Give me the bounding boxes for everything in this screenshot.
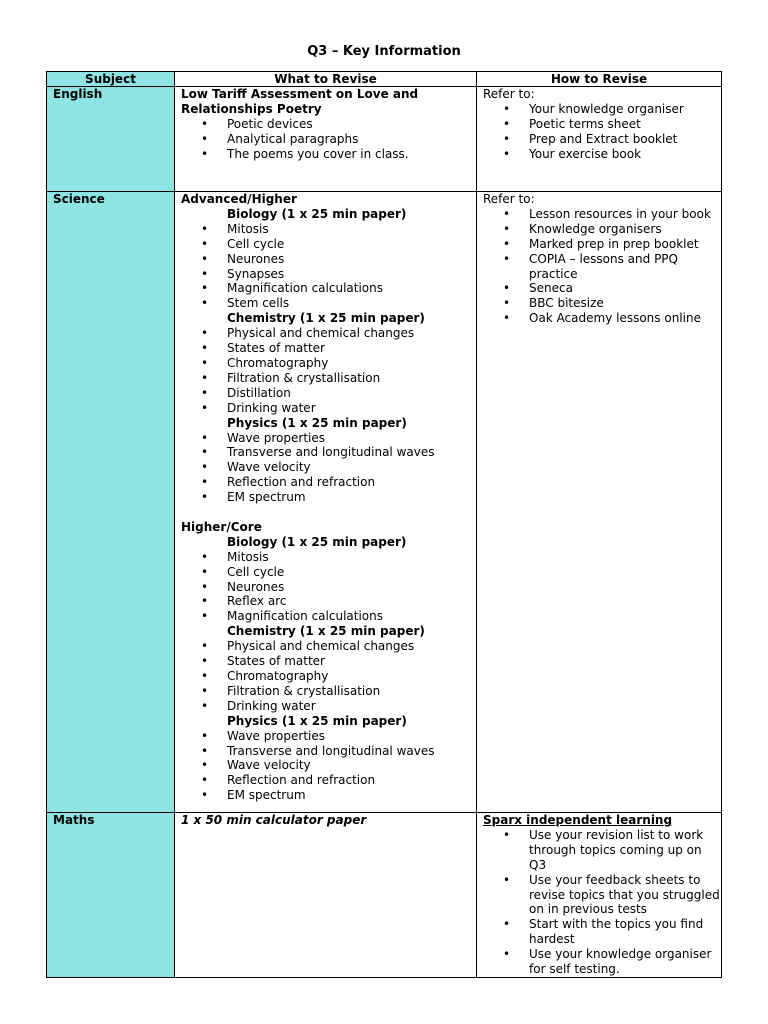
science-core-biology-list — [181, 550, 476, 625]
list-item: • Use your feedback sheets to revise topics that you struggled on in previous tests — [483, 873, 721, 918]
subject-science: Science — [47, 192, 175, 813]
subject-maths: Maths — [47, 813, 175, 978]
science-core-physics-list — [181, 729, 476, 804]
science-adv-physics-list — [181, 431, 476, 506]
science-adv-biology: Biology (1 x 25 min paper) — [227, 206, 407, 221]
list-item: • Your exercise book — [483, 147, 721, 162]
list-item: • Transverse and longitudinal waves — [181, 445, 476, 460]
list-item: • Neurones — [181, 580, 476, 595]
science-adv-biology-list — [181, 222, 476, 311]
list-item: • Oak Academy lessons online — [483, 311, 721, 326]
list-item: • Synapses — [181, 267, 476, 282]
list-item: • Prep and Extract booklet — [483, 132, 721, 147]
english-heading-line2: Relationships Poetry — [181, 101, 322, 116]
science-refer-to: Refer to: — [483, 192, 535, 206]
list-item: • Use your revision list to work through topics coming up on Q3 — [483, 828, 721, 873]
english-heading-line1: Low Tariff Assessment on Love and — [181, 87, 419, 101]
list-item: • Poetic terms sheet — [483, 117, 721, 132]
list-item: • Chromatography — [181, 669, 476, 684]
list-item: • Cell cycle — [181, 237, 476, 252]
english-what-list — [181, 117, 476, 162]
list-item: • Transverse and longitudinal waves — [181, 744, 476, 759]
list-item: • Analytical paragraphs — [181, 132, 476, 147]
list-item: • Your knowledge organiser — [483, 102, 721, 117]
list-item: • Wave properties — [181, 729, 476, 744]
science-adv-chemistry-list — [181, 326, 476, 415]
list-item: • Drinking water — [181, 401, 476, 416]
list-item: • Cell cycle — [181, 565, 476, 580]
list-item: • The poems you cover in class. — [181, 147, 476, 162]
science-how-list — [483, 207, 721, 326]
list-item: • Mitosis — [181, 222, 476, 237]
science-core-chemistry-list — [181, 639, 476, 714]
english-how — [477, 87, 722, 192]
science-core-biology: Biology (1 x 25 min paper) — [227, 534, 407, 549]
science-how — [477, 192, 722, 813]
science-adv-chemistry: Chemistry (1 x 25 min paper) — [227, 311, 425, 326]
science-what — [175, 192, 477, 813]
list-item: • Wave properties — [181, 431, 476, 446]
list-item: • COPIA – lessons and PPQ practice — [483, 252, 721, 282]
list-item: • Knowledge organisers — [483, 222, 721, 237]
list-item: • EM spectrum — [181, 490, 476, 505]
maths-how — [477, 813, 722, 978]
list-item: • Distillation — [181, 386, 476, 401]
list-item: • Drinking water — [181, 699, 476, 714]
list-item: • Mitosis — [181, 550, 476, 565]
maths-how-list — [483, 828, 721, 977]
list-item: • Use your knowledge organiser for self testing. — [483, 947, 721, 977]
list-item: • States of matter — [181, 654, 476, 669]
maths-row — [47, 813, 722, 978]
list-item: • States of matter — [181, 341, 476, 356]
science-core-physics: Physics (1 x 25 min paper) — [227, 713, 407, 728]
list-item: • Reflection and refraction — [181, 773, 476, 788]
science-adv-physics: Physics (1 x 25 min paper) — [227, 415, 407, 430]
list-item: • EM spectrum — [181, 788, 476, 803]
list-item: • Magnification calculations — [181, 609, 476, 624]
list-item: • Start with the topics you find hardest — [483, 917, 721, 947]
spacer — [181, 505, 476, 520]
english-row — [47, 87, 722, 192]
list-item: • Wave velocity — [181, 460, 476, 475]
english-how-list — [483, 102, 721, 162]
list-item: • Chromatography — [181, 356, 476, 371]
maths-sparx-heading: Sparx independent learning — [483, 813, 673, 827]
list-item: • Neurones — [181, 252, 476, 267]
list-item: • Filtration & crystallisation — [181, 371, 476, 386]
revision-table — [46, 71, 722, 978]
header-what: What to Revise — [175, 72, 477, 87]
list-item: • Poetic devices — [181, 117, 476, 132]
science-core-heading: Higher/Core — [181, 519, 262, 534]
header-subject: Subject — [47, 72, 175, 87]
science-core-chemistry: Chemistry (1 x 25 min paper) — [227, 624, 425, 639]
list-item: • Seneca — [483, 281, 721, 296]
maths-what — [175, 813, 477, 978]
list-item: • Magnification calculations — [181, 281, 476, 296]
list-item: • Wave velocity — [181, 758, 476, 773]
maths-paper-info: 1 x 50 min calculator paper — [181, 813, 367, 827]
list-item: • Physical and chemical changes — [181, 326, 476, 341]
list-item: • Filtration & crystallisation — [181, 684, 476, 699]
science-advanced-heading: Advanced/Higher — [181, 192, 297, 206]
list-item: • BBC bitesize — [483, 296, 721, 311]
page-title: Q3 – Key Information — [307, 44, 461, 59]
list-item: • Lesson resources in your book — [483, 207, 721, 222]
science-row — [47, 192, 722, 813]
header-row — [47, 72, 722, 87]
list-item: • Reflection and refraction — [181, 475, 476, 490]
subject-english: English — [47, 87, 175, 192]
list-item: • Reflex arc — [181, 594, 476, 609]
list-item: • Stem cells — [181, 296, 476, 311]
header-how: How to Revise — [477, 72, 722, 87]
list-item: • Marked prep in prep booklet — [483, 237, 721, 252]
english-refer-to: Refer to: — [483, 87, 535, 101]
english-what — [175, 87, 477, 192]
list-item: • Physical and chemical changes — [181, 639, 476, 654]
